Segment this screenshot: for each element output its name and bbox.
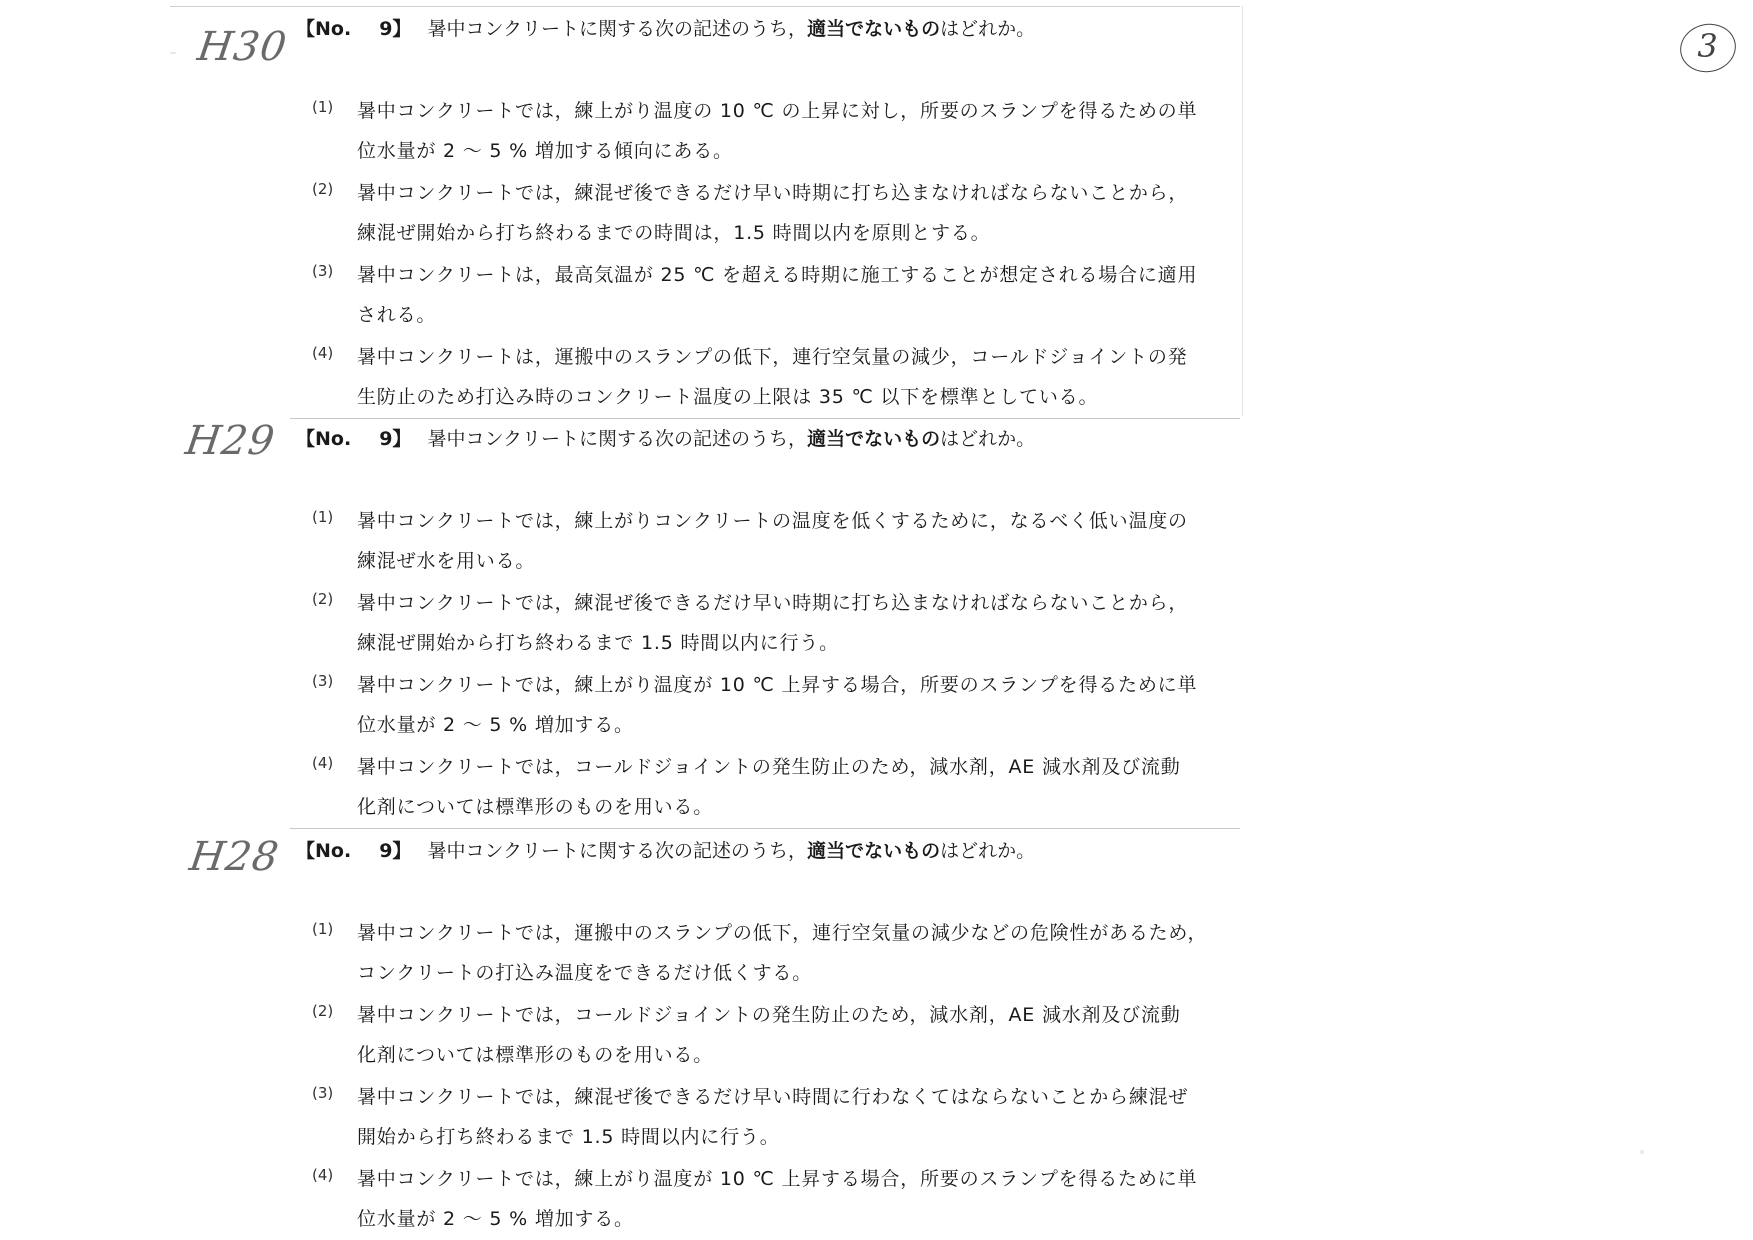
question-number-label: 【No.: [296, 18, 352, 40]
choice-line: 暑中コンクリートは，最高気温が 25 ℃ を超える時期に施工することが想定される場合に適用: [357, 264, 1198, 286]
choice-number: (1): [312, 920, 334, 938]
choice-line: 練混ぜ開始から打ち終わるまで 1.5 時間以内に行う。: [357, 632, 839, 654]
question-emphasis: 適当でないもの: [807, 428, 941, 450]
choice-line: される。: [357, 304, 437, 326]
right-rule: [1242, 6, 1243, 416]
choice-line: 練混ぜ開始から打ち終わるまでの時間は，1.5 時間以内を原則とする。: [357, 222, 991, 244]
question-number: 9: [379, 18, 393, 40]
section-divider: [290, 418, 1240, 419]
question-end: はどれか。: [940, 840, 1036, 862]
question-emphasis: 適当でないもの: [807, 840, 941, 862]
year-annotation: H30: [194, 24, 291, 70]
scan-smudge: [1640, 1150, 1644, 1154]
choice-line: 暑中コンクリートでは，練混ぜ後できるだけ早い時間に行わなくてはならないことから練混ぜ: [357, 1086, 1189, 1108]
choice-number: (1): [312, 508, 334, 526]
choice-line: 暑中コンクリートでは，運搬中のスランプの低下，連行空気量の減少などの危険性があるため，: [357, 922, 1208, 944]
year-annotation: H29: [182, 418, 279, 464]
choice-line: 暑中コンクリートでは，練上がり温度が 10 ℃ 上昇する場合，所要のスランプを得るために単: [357, 674, 1198, 696]
choice-line: 暑中コンクリートでは，コールドジョイントの発生防止のため，減水剤，AE 減水剤及び流動: [357, 756, 1181, 778]
section-divider: [290, 828, 1240, 829]
year-annotation: H28: [186, 834, 283, 880]
choice-line: 化剤については標準形のものを用いる。: [357, 1044, 714, 1066]
choice-line: 生防止のため打込み時のコンクリート温度の上限は 35 ℃ 以下を標準としている。: [357, 386, 1099, 408]
question-number-close: 】: [392, 18, 412, 40]
question-text: 暑中コンクリートに関する次の記述のうち，: [427, 18, 808, 40]
choice-line: コンクリートの打込み温度をできるだけ低くする。: [357, 962, 813, 984]
choice-line: 暑中コンクリートでは，練上がり温度の 10 ℃ の上昇に対し，所要のスランプを得るための単: [357, 100, 1198, 122]
choice-number: (3): [312, 262, 334, 280]
question-emphasis: 適当でないもの: [807, 18, 941, 40]
choice-line: 暑中コンクリートは，運搬中のスランプの低下，連行空気量の減少，コールドジョイントの発: [357, 346, 1188, 368]
choice-number: (1): [312, 98, 334, 116]
question-header: [296, 424, 1035, 451]
choice-line: 練混ぜ水を用いる。: [357, 550, 536, 572]
question-text: 暑中コンクリートに関する次の記述のうち，: [427, 840, 808, 862]
scan-smudge: [170, 52, 176, 54]
question-number-label: 【No.: [296, 428, 352, 450]
choice-line: 暑中コンクリートでは，練上がり温度が 10 ℃ 上昇する場合，所要のスランプを得るために単: [357, 1168, 1198, 1190]
question-text: 暑中コンクリートに関する次の記述のうち，: [427, 428, 808, 450]
choice-number: (4): [312, 1166, 334, 1184]
choice-line: 暑中コンクリートでは，練混ぜ後できるだけ早い時期に打ち込まなければならないことから，: [357, 182, 1189, 204]
choice-number: (2): [312, 180, 334, 198]
choice-line: 暑中コンクリートでは，コールドジョイントの発生防止のため，減水剤，AE 減水剤及び流動: [357, 1004, 1181, 1026]
choice-number: (4): [312, 344, 334, 362]
question-number-label: 【No.: [296, 840, 352, 862]
question-end: はどれか。: [940, 428, 1036, 450]
choice-line: 位水量が 2 ～ 5 % 増加する。: [357, 714, 634, 736]
question-number-close: 】: [392, 840, 412, 862]
choice-line: 開始から打ち終わるまで 1.5 時間以内に行う。: [357, 1126, 780, 1148]
choice-number: (2): [312, 1002, 334, 1020]
question-number: 9: [379, 428, 393, 450]
choice-line: 暑中コンクリートでは，練上がりコンクリートの温度を低くするために，なるべく低い温度の: [357, 510, 1188, 532]
top-rule: [170, 6, 1240, 7]
question-end: はどれか。: [940, 18, 1036, 40]
choice-line: 位水量が 2 ～ 5 % 増加する。: [357, 1208, 634, 1230]
page-number-mark: [1676, 19, 1741, 78]
choice-number: (3): [312, 672, 334, 690]
question-number-close: 】: [392, 428, 412, 450]
question-header: [296, 836, 1035, 863]
choice-number: (4): [312, 754, 334, 772]
choice-line: 暑中コンクリートでは，練混ぜ後できるだけ早い時期に打ち込まなければならないことから，: [357, 592, 1189, 614]
choice-number: (2): [312, 590, 334, 608]
question-header: [296, 14, 1035, 41]
choice-line: 化剤については標準形のものを用いる。: [357, 796, 714, 818]
choice-line: 位水量が 2 ～ 5 % 増加する傾向にある。: [357, 140, 733, 162]
choice-number: (3): [312, 1084, 334, 1102]
question-number: 9: [379, 840, 393, 862]
page-number: 3: [1697, 27, 1718, 66]
